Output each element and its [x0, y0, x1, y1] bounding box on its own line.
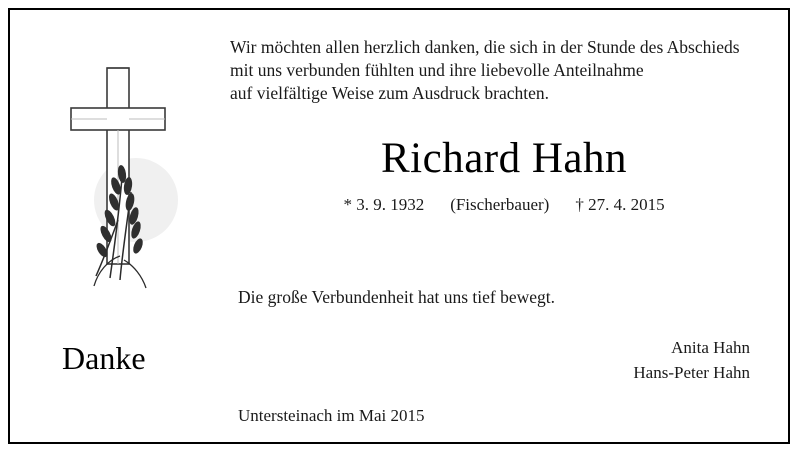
- signer-1: Anita Hahn: [671, 338, 750, 357]
- deceased-name: Richard Hahn: [380, 135, 627, 182]
- thanks-line-3: auf vielfältige Weise zum Ausdruck brachten.: [230, 83, 549, 104]
- signer-2: Hans-Peter Hahn: [633, 362, 750, 382]
- nickname: (Fischerbauer): [450, 195, 550, 214]
- danke-heading: Danke: [62, 340, 146, 376]
- thanks-line-2: mit uns verbunden fühlten und ihre liebevolle Anteilnahme: [230, 60, 644, 81]
- obituary-card: [8, 8, 790, 444]
- place-and-date: Untersteinach im Mai 2015: [238, 406, 425, 425]
- life-dates: [230, 195, 778, 215]
- death-date: † 27. 4. 2015: [575, 195, 665, 214]
- birth-date: * 3. 9. 1932: [343, 195, 425, 214]
- thanks-paragraph: [230, 36, 778, 105]
- signers-list: [633, 336, 750, 385]
- gratitude-line: Die große Verbundenheit hat uns tief bewegt.: [238, 287, 556, 307]
- thanks-line-1: Wir möchten allen herzlich danken, die sich in der Stunde des Abschieds: [230, 37, 740, 57]
- cross-with-wheat-icon: [48, 60, 198, 290]
